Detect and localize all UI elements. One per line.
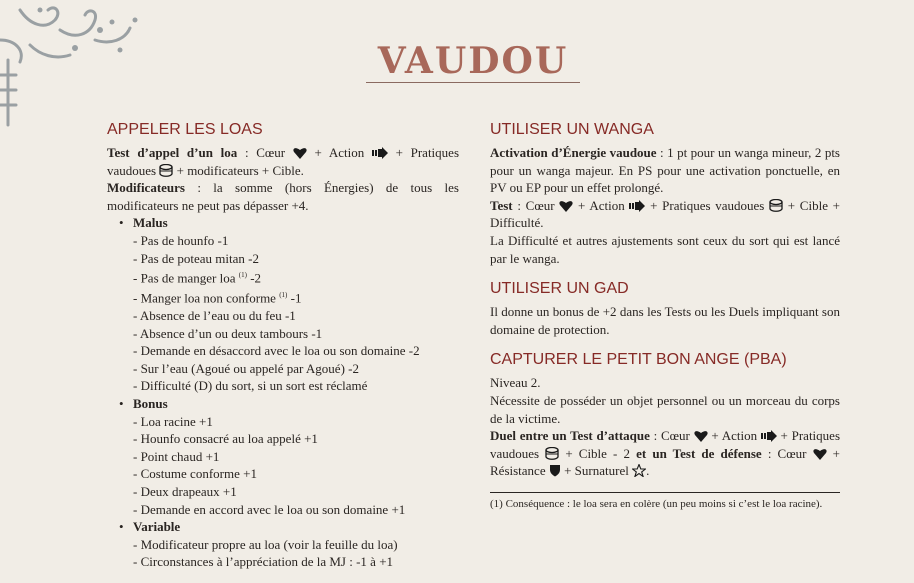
list-item: - Circonstances à l’appréciation de la MJ : -1 à +1 [133,554,394,570]
bonus-group [119,395,459,518]
text-part: . [646,463,650,479]
text-part: - Pas de manger loa [133,270,239,286]
modificateurs-text [107,179,459,214]
left-column [107,120,459,583]
modificateurs-label: Modificateurs [107,180,185,196]
list-item: - Loa racine +1 [133,413,213,429]
test-appel-label: Test d’appel d’un loa [107,145,238,160]
wanga-activation-text [490,144,840,197]
veve-ornament [0,0,150,130]
text-part: + Action [573,197,630,213]
list-item: - Sur l’eau (Agoué ou appelé par Agoué) -2 [133,360,359,376]
bonus-label: Bonus [133,395,168,411]
list-item: - Absence de l’eau ou du feu -1 [133,308,296,323]
gad-text: Il donne un bonus de +2 dans les Tests ou les Duels impliquant son domaine de protection. [490,304,840,337]
text-part: + Pratiques vaudoues [490,428,840,461]
page-title: VAUDOU [366,40,580,83]
arrow-action-icon [629,200,645,212]
heading-appeler-loas: APPELER LES LOAS [107,121,263,138]
star-icon [632,464,646,477]
wanga-difficulte-text: La Difficulté et autres ajustements sont ceux du sort qui est lancé par le wanga. [490,232,840,266]
text-part: + Pratiques vaudoues [107,145,460,178]
list-item: - Point chaud +1 [133,448,220,464]
text-part: : Cœur [512,197,560,213]
text-part: + modificateurs + Cible. [173,162,304,178]
text-part: - Manger loa non conforme [133,290,280,306]
pba-level: Niveau 2. [490,375,541,391]
text-part: + Cible + Difficulté. [490,197,841,231]
wanga-test-text [490,197,840,232]
footnote-ref[interactable]: (1) [279,291,288,300]
heart-icon [813,448,827,460]
heart-icon [694,430,708,442]
list-item: - Pas de hounfo -1 [133,232,229,248]
list-item: - Absence d’un ou deux tambours -1 [133,325,323,341]
drum-icon [159,164,173,177]
modifier-list [107,214,459,571]
footnote-ref[interactable]: (1) [238,271,247,280]
pba-need: Nécessite de posséder un objet personnel ou un morceau du corps de la victime. [490,392,840,426]
drum-icon [545,447,559,460]
list-item: - Deux drapeaux +1 [133,483,237,499]
heading-pba: CAPTURER LE PETIT BON ANGE (PBA) [490,351,787,369]
text-part: + Pratiques vaudoues [645,197,770,213]
text-part: -1 [290,290,302,306]
text-part: : Cœur [761,445,813,461]
text-part: + Cible - 2 [559,445,637,461]
list-item: - Difficulté (D) du sort, si un sort est réclamé [133,378,368,394]
variable-label: Variable [133,519,181,535]
text-part: + Résistance [490,445,840,479]
list-item: - Modificateur propre au loa (voir la feuille du loa) [133,536,398,552]
list-item: - Demande en accord avec le loa ou son domaine +1 [133,501,406,517]
arrow-action-icon [372,147,388,159]
text-part: + Action [306,145,372,160]
text-part: -2 [250,270,262,286]
section-pba [490,350,840,480]
pba-duel-defense-label: et un Test de défense [636,445,762,461]
list-item [133,287,459,307]
footnote: (1) Conséquence : le loa sera en colère (un peu moins si c’est le loa racine). [490,497,823,510]
text-part: : Cœur [649,428,694,444]
heart-icon [559,200,573,212]
list-item: - Costume conforme +1 [133,466,257,482]
heart-icon [293,147,307,159]
wanga-test-label: Test [490,197,513,213]
shield-icon [549,464,561,477]
text-part: : 1 pt pour un wanga mineur, 2 pts pour un wanga majeur. En PS pour une activation ponctuelle, en PV ou EP pour un effet prolongé. [490,145,840,196]
list-item: - Demande en désaccord avec le loa ou son domaine -2 [133,343,420,359]
list-item [133,267,459,287]
text-part: : Cœur [237,145,293,160]
drum-icon [769,199,783,212]
footnote-divider [490,492,840,493]
test-appel-text [107,144,459,179]
text-part: + Action [707,428,761,444]
text-part: + Surnaturel [560,463,633,479]
text-part: : la somme (hors Énergies) de tous les modificateurs ne peut pas dépasser +4. [107,180,459,213]
heading-wanga: UTILISER UN WANGA [490,121,654,138]
section-wanga [490,120,840,267]
section-appeler-loas [107,120,459,571]
arrow-action-icon [761,430,777,442]
pba-duel-attack-label: Duel entre un Test d’attaque [490,428,650,444]
pba-duel-text [490,427,840,480]
malus-group [119,214,459,395]
right-column [490,120,840,511]
heading-gad: UTILISER UN GAD [490,280,629,298]
list-item: - Pas de poteau mitan -2 [133,250,259,266]
variable-group [119,518,459,571]
list-item: - Hounfo consacré au loa appelé +1 [133,431,318,447]
wanga-activation-label: Activation d’Énergie vaudoue [490,145,657,160]
section-gad [490,279,840,338]
malus-label: Malus [133,215,168,231]
